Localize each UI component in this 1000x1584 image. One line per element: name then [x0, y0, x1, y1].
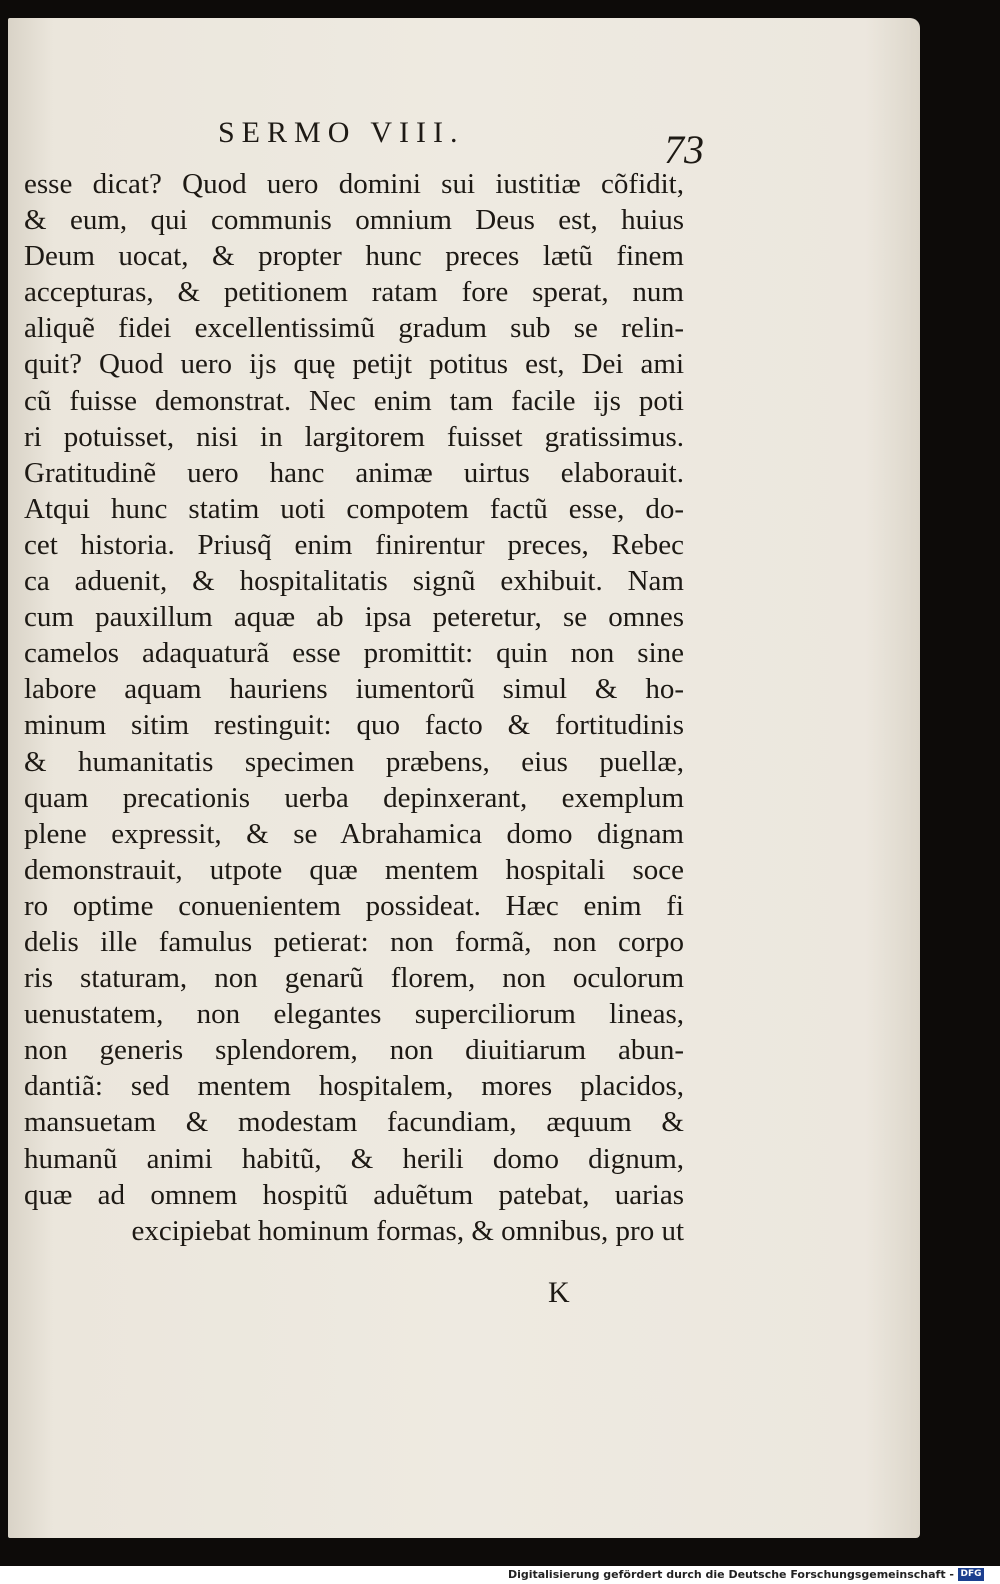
text-line: non generis splendorem, non diuitiarum abun-	[24, 1034, 684, 1067]
footer-bar	[0, 1566, 1000, 1584]
text-line: delis ille famulus petierat: non formã, non corpo	[24, 925, 684, 958]
text-line: quit? Quod uero ijs quę petijt potitus est, Dei ami	[24, 348, 684, 381]
text-line: cũ fuisse demonstrat. Nec enim tam facile ijs poti	[24, 384, 684, 417]
text-line: minum sitim restinguit: quo facto & fortitudinis	[24, 709, 684, 742]
text-line: & eum, qui communis omnium Deus est, huius	[24, 204, 684, 237]
text-line: labore aquam hauriens iumentorũ simul & ho-	[24, 673, 684, 706]
dfg-logo-icon: DFG	[958, 1568, 984, 1581]
signature-mark: K	[548, 1276, 570, 1309]
text-line: accepturas, & petitionem ratam fore sperat, num	[24, 276, 684, 309]
text-line: mansuetam & modestam facundiam, æquum &	[24, 1106, 684, 1139]
text-line: & humanitatis specimen præbens, eius puellæ,	[24, 745, 684, 778]
text-line: quam precationis uerba depinxerant, exemplum	[24, 781, 684, 814]
text-line: cum pauxillum aquæ ab ipsa peteretur, se omnes	[24, 601, 684, 634]
text-line: quæ ad omnem hospitũ aduẽtum patebat, uarias	[24, 1178, 684, 1211]
text-line: Atqui hunc statim uoti compotem factũ esse, do-	[24, 492, 684, 525]
text-line: ro optime conuenientem possideat. Hæc enim fi	[24, 889, 684, 922]
body-text	[24, 166, 684, 1249]
funding-credit: Digitalisierung gefördert durch die Deutsche Forschungsgemeinschaft -	[507, 1568, 954, 1581]
text-line: plene expressit, & se Abrahamica domo dignam	[24, 817, 684, 850]
running-head: SERMO VIII.	[218, 116, 465, 149]
text-line: demonstrauit, utpote quæ mentem hospitali soce	[24, 853, 684, 886]
text-line: excipiebat hominum formas, & omnibus, pro ut	[131, 1214, 684, 1247]
text-line: ri potuisset, nisi in largitorem fuisset gratissimus.	[24, 420, 684, 453]
text-line: aliquẽ fidei excellentissimũ gradum sub se relin-	[24, 312, 684, 345]
text-line: Gratitudinẽ uero hanc animæ uirtus elaborauit.	[24, 456, 684, 489]
text-line: humanũ animi habitũ, & herili domo dignum,	[24, 1142, 684, 1175]
text-line: uenustatem, non elegantes superciliorum lineas,	[24, 998, 684, 1031]
book-page	[8, 18, 920, 1538]
text-line: dantiã: sed mentem hospitalem, mores placidos,	[24, 1070, 684, 1103]
page-number: 73	[664, 127, 704, 172]
text-line: ris staturam, non genarũ florem, non oculorum	[24, 962, 684, 995]
text-line: camelos adaquaturã esse promittit: quin non sine	[24, 637, 684, 670]
text-line: esse dicat? Quod uero domini sui iustitiæ cõfidit,	[24, 168, 684, 200]
text-line: cet historia. Priusq̃ enim finirentur preces, Rebec	[24, 528, 684, 561]
text-line: Deum uocat, & propter hunc preces lætũ finem	[24, 240, 684, 273]
text-line: ca aduenit, & hospitalitatis signũ exhibuit. Nam	[24, 565, 684, 598]
